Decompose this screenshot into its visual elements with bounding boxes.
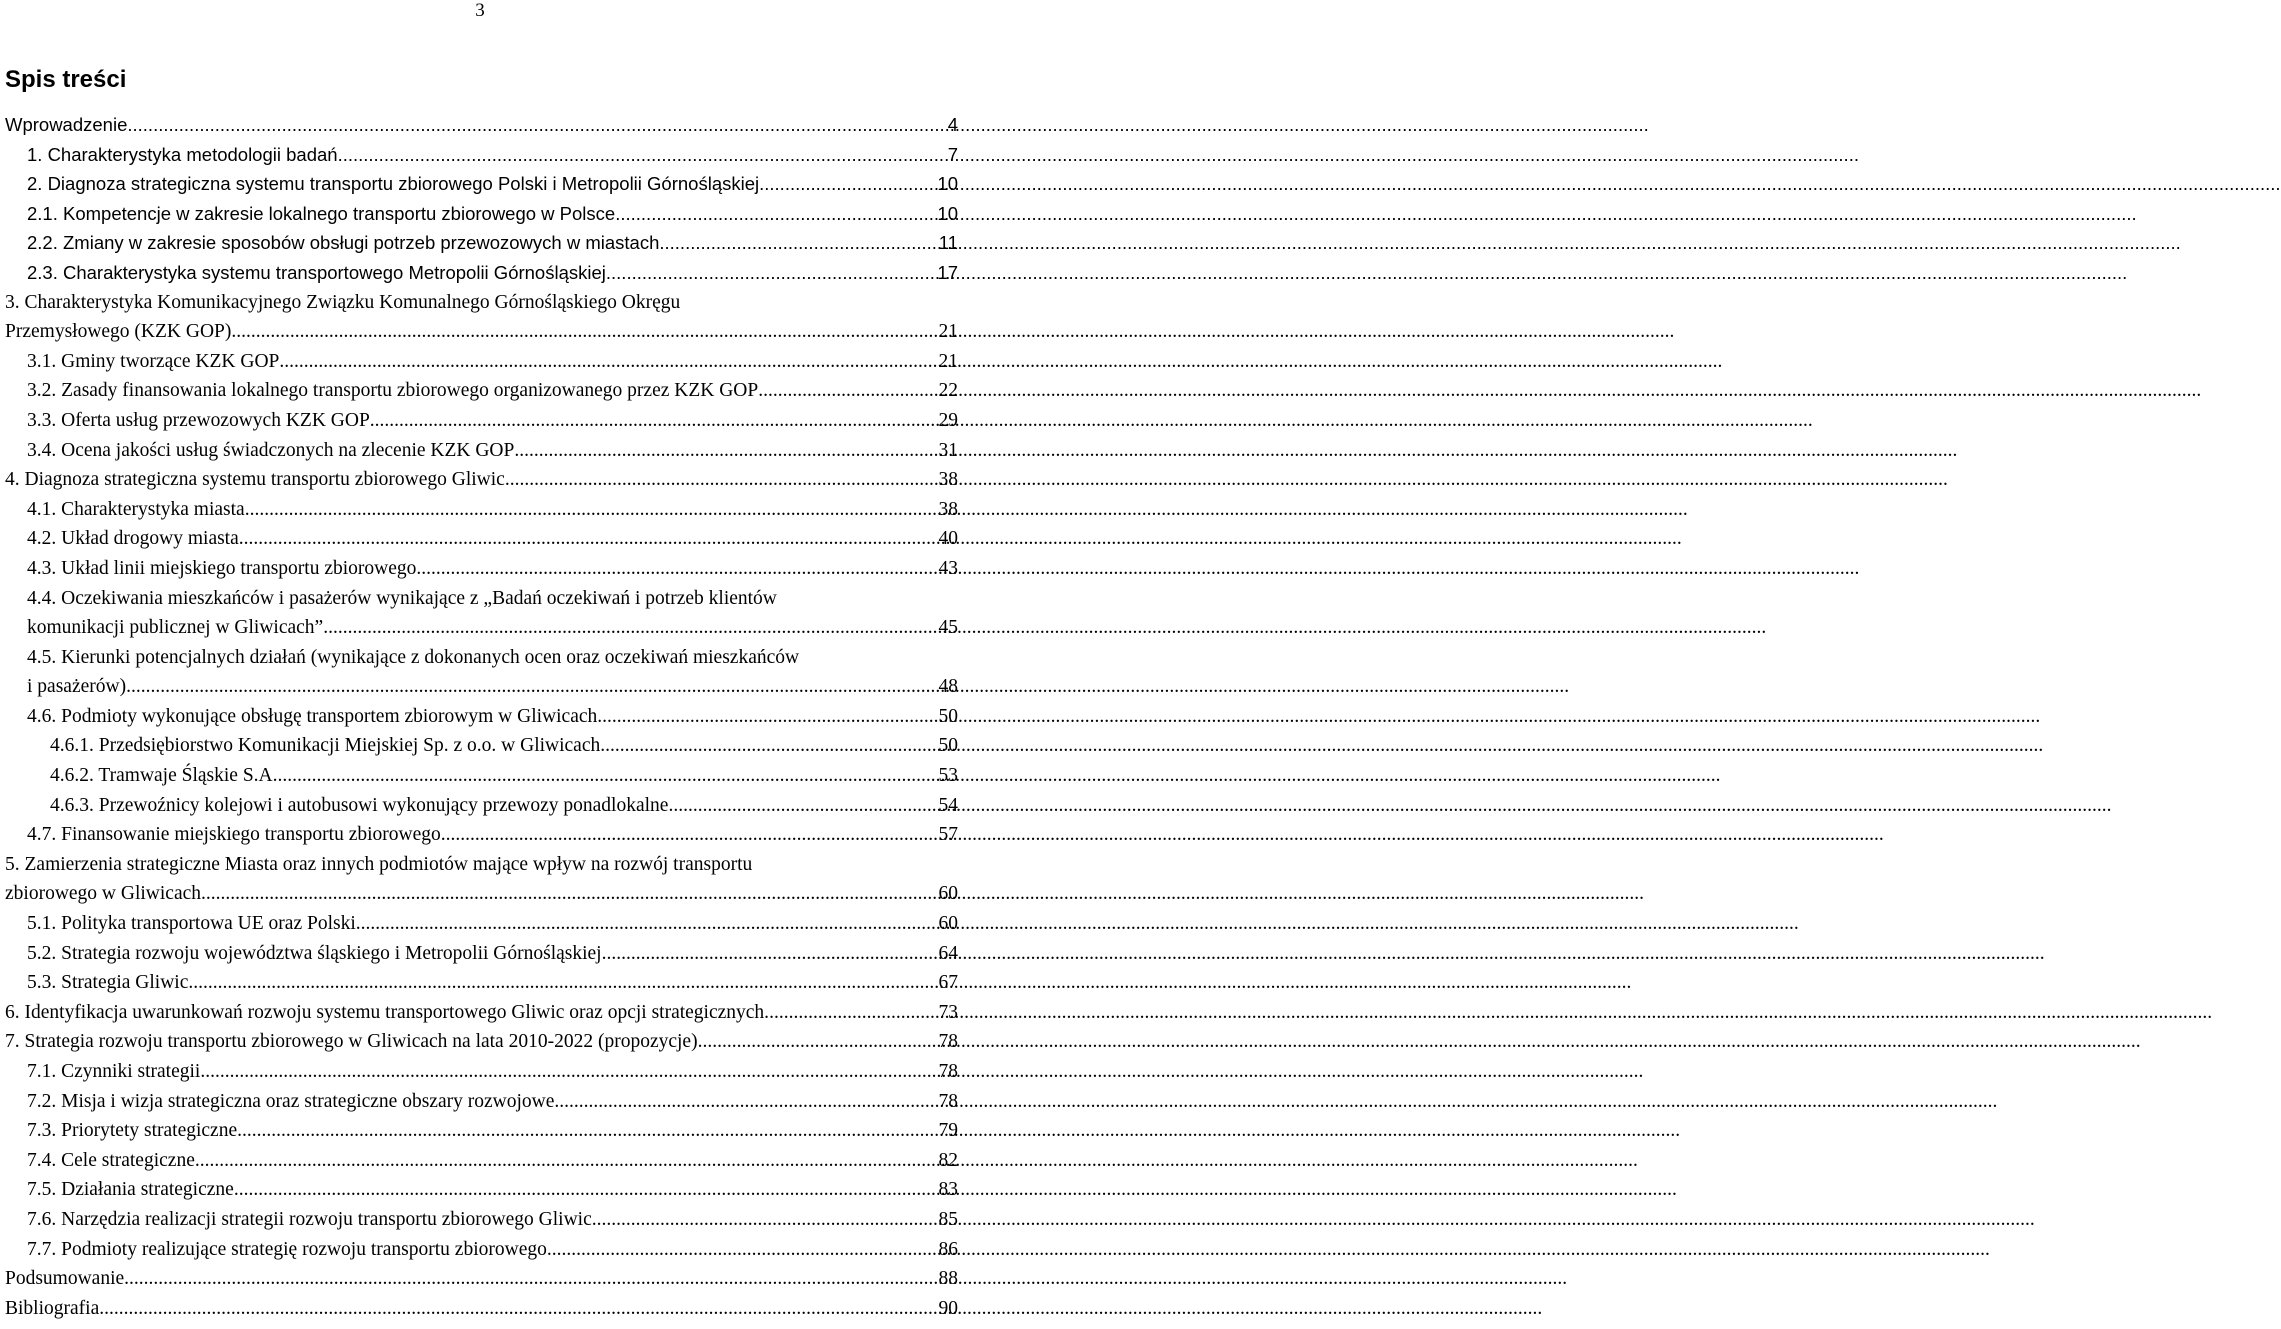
toc-entry[interactable] [5,1116,958,1146]
toc-entry-page: 82 [938,1149,958,1171]
toc-entry[interactable] [5,258,958,288]
toc-entry-row [5,1146,958,1176]
toc-entry-page: 43 [938,557,958,579]
toc-entry-page: 54 [938,794,958,816]
toc-entry-title: 4.7. Finansowanie miejskiego transportu zbiorowego [27,824,441,846]
toc-entry-row [5,228,958,258]
toc-entry[interactable] [5,1175,958,1205]
page-number: 3 [475,0,485,21]
toc-dot-leader [126,672,936,702]
toc-entry-title-line1: 4.5. Kierunki potencjalnych działań (wynikające z dokonanych ocen oraz oczekiwań mieszkańców [27,646,800,668]
toc-entry-title: 7.5. Działania strategiczne [27,1179,234,1201]
toc-dot-leader [338,140,946,170]
toc-entry[interactable] [5,1235,958,1265]
toc-dot-leader [769,998,936,1028]
toc-entry-row [5,939,958,969]
toc-entry-row [5,1057,958,1087]
toc-entry[interactable] [5,1146,958,1176]
toc-entry-page: 31 [938,439,958,461]
toc-dot-leader [659,228,936,258]
toc-entry[interactable] [5,1294,958,1324]
toc-entry-row [5,761,958,791]
toc-dot-leader [188,968,936,998]
toc-entry-title-line1: 4.4. Oczekiwania mieszkańców i pasażerów wynikające z „Badań oczekiwań i potrzeb klientów [27,587,777,609]
toc-entry-row [5,376,958,406]
toc-entry[interactable] [5,436,958,466]
toc-entry-page: 10 [937,202,958,224]
toc-entry-row [5,1175,958,1205]
toc-dot-leader [370,406,937,436]
toc-entry[interactable] [5,998,958,1028]
toc-entry-page: 85 [938,1208,958,1230]
toc-entry-row [5,879,958,909]
toc-dot-leader [124,1264,936,1294]
toc-entry-title: 2.3. Charakterystyka systemu transportowego Metropolii Górnośląskiej [27,261,606,283]
toc-entry-row [5,169,958,199]
toc-dot-leader [505,465,937,495]
toc-title: Spis treści [5,66,127,93]
toc-entry-page: 60 [938,883,958,905]
toc-entry-page: 38 [938,498,958,520]
toc-entry-row [5,613,958,643]
toc-entry-title-line1: 3. Charakterystyka Komunikacyjnego Związku Komunalnego Górnośląskiego Okręgu [5,291,681,313]
toc-entry-title: Przemysłowego (KZK GOP) [5,321,232,343]
toc-entry[interactable] [5,909,958,939]
toc-entry-page: 4 [947,114,958,135]
toc-entry-title: 1. Charakterystyka metodologii badań [27,143,338,165]
toc-entry[interactable] [5,702,958,732]
toc-entry-title: 5.1. Polityka transportowa UE oraz Polski [27,913,356,935]
toc-entry-row [5,1087,958,1117]
toc-entry[interactable] [5,376,958,406]
toc-entry-title: Bibliografia [5,1297,100,1319]
toc-entry-title: i pasażerów) [27,676,127,698]
toc-entry[interactable] [5,495,958,525]
toc-entry-row [5,998,958,1028]
toc-dot-leader [356,909,937,939]
toc-entry[interactable] [5,820,958,850]
toc-entry-title: 4.6.2. Tramwaje Śląskie S.A. [50,765,278,787]
toc-dot-leader [514,436,936,466]
toc-entry-title: 4.1. Charakterystyka miasta [27,498,245,520]
toc-dot-leader [278,761,937,791]
toc-entry[interactable] [5,1205,958,1235]
toc-entry[interactable] [5,524,958,554]
toc-entry-title: 4.2. Układ drogowy miasta [27,528,239,550]
toc-entry-row [5,140,958,170]
toc-entry-title: 5.3. Strategia Gliwic [27,972,189,994]
toc-entry-row [5,1235,958,1265]
toc-entry[interactable] [5,731,958,761]
toc-entry-row [5,1205,958,1235]
toc-entry[interactable] [5,169,958,199]
toc-entry[interactable] [5,140,958,170]
toc-entry-row [5,731,958,761]
toc-entry[interactable] [5,228,958,258]
toc-dot-leader [602,939,937,969]
toc-entry-title: 4.6. Podmioty wykonujące obsługę transportem zbiorowym w Gliwicach [27,705,598,727]
toc-entry-page: 7 [947,143,958,165]
toc-entry-title: zbiorowego w Gliwicach [5,883,202,905]
toc-entry[interactable] [5,199,958,229]
toc-entry-row [5,554,958,584]
toc-dot-leader [554,1087,936,1117]
toc-entry-title: 4.6.3. Przewoźnicy kolejowi i autobusowi wykonujący przewozy ponadlokalne [50,794,669,816]
toc-entry-row [5,436,958,466]
toc-entry[interactable] [5,850,958,909]
toc-entry-title: 4. Diagnoza strategiczna systemu transportu zbiorowego Gliwic [5,469,505,491]
toc-entry-title: Wprowadzenie [5,114,128,135]
toc-entry-title: 7. Strategia rozwoju transportu zbiorowego w Gliwicach na lata 2010-2022 (propozycje) [5,1031,698,1053]
toc-entry-title: 3.4. Ocena jakości usług świadczonych na zlecenie KZK GOP [27,439,515,461]
toc-dot-leader [416,554,936,584]
toc-entry[interactable] [5,288,958,347]
toc-entry-page: 21 [938,321,958,343]
toc-entry-page: 57 [938,824,958,846]
toc-entry-title: 7.2. Misja i wizja strategiczna oraz strategiczne obszary rozwojowe [27,1090,555,1112]
toc-dot-leader [668,791,936,821]
toc-entry-page: 45 [938,617,958,639]
toc-entry-row [5,406,958,436]
toc-entry-page: 50 [938,735,958,757]
toc-entry-title: 2.2. Zmiany w zakresie sposobów obsługi potrzeb przewozowych w miastach [27,232,660,254]
toc-dot-leader [698,1027,937,1057]
toc-dot-leader [759,169,935,199]
toc-entry-title: Podsumowanie [5,1268,125,1290]
toc-entry[interactable] [5,791,958,821]
toc-entry[interactable] [5,761,958,791]
toc-dot-leader [201,879,936,909]
toc-entry-page: 17 [937,261,958,283]
toc-dot-leader [231,317,936,347]
toc-entry-page: 38 [938,469,958,491]
toc-entry-row [5,1116,958,1146]
toc-entry-row [5,968,958,998]
toc-entry-title: 4.3. Układ linii miejskiego transportu zbiorowego [27,557,417,579]
toc-dot-leader [200,1057,936,1087]
toc-dot-leader [234,1175,937,1205]
toc-dot-leader [441,820,937,850]
toc-entry-row [5,791,958,821]
toc-entry-title: 3.3. Oferta usług przewozowych KZK GOP [27,409,370,431]
toc-entry-page: 79 [938,1120,958,1142]
toc-entry-row [5,258,958,288]
toc-entry[interactable] [5,643,958,702]
toc-entry[interactable] [5,465,958,495]
toc-entry-row [5,1264,958,1294]
toc-entry-page: 48 [938,676,958,698]
toc-entry[interactable] [5,347,958,377]
toc-entry-row [5,347,958,377]
toc-dot-leader [245,495,937,525]
toc-entry-page: 86 [938,1238,958,1260]
toc-dot-leader [323,613,936,643]
toc-dot-leader [592,1205,937,1235]
toc-entry[interactable] [5,1087,958,1117]
toc-entry-row [5,495,958,525]
toc-entry-page: 90 [938,1297,958,1319]
toc-entry-title: 7.1. Czynniki strategii [27,1061,201,1082]
toc-entry[interactable] [5,1264,958,1294]
toc-entry-page: 11 [938,232,958,254]
toc-entry-page: 60 [938,913,958,935]
toc-entry-title: 6. Identyfikacja uwarunkowań rozwoju systemu transportowego Gliwic oraz opcji strategicznych. [5,1001,770,1023]
toc-dot-leader [237,1116,936,1146]
toc-entry-page: 10 [937,173,958,195]
toc-dot-leader [279,347,936,377]
toc-entry-row [5,110,958,140]
toc-entry-row [5,1027,958,1057]
toc-entry[interactable] [5,554,958,584]
toc-entry-page: 40 [938,528,958,550]
toc-entry-page: 53 [938,765,958,787]
toc-entry[interactable] [5,939,958,969]
toc-entry-row [5,317,958,347]
toc-entry-title: 7.6. Narzędzia realizacji strategii rozwoju transportu zbiorowego Gliwic [27,1208,592,1230]
toc-entry-title: 7.7. Podmioty realizujące strategię rozwoju transportu zbiorowego [27,1238,547,1260]
toc-entry-title: 2. Diagnoza strategiczna systemu transportu zbiorowego Polski i Metropolii Górnośląskiej [27,173,760,195]
toc-entry-row [5,465,958,495]
toc-entry-page: 22 [938,380,958,402]
toc-entry-title: 2.1. Kompetencje w zakresie lokalnego transportu zbiorowego w Polsce [27,202,616,224]
toc-entry[interactable] [5,584,958,643]
toc-entry-title: 3.2. Zasady finansowania lokalnego transportu zbiorowego organizowanego przez KZK GOP [27,380,759,402]
toc-entry-page: 64 [938,942,958,964]
toc-entry[interactable] [5,1027,958,1057]
toc-entry-row [5,524,958,554]
toc-dot-leader [195,1146,937,1176]
toc-entry-page: 29 [938,409,958,431]
toc-dot-leader [606,258,936,288]
toc-entry-title: komunikacji publicznej w Gliwicach” [27,617,324,639]
toc-entry-title: 3.1. Gminy tworzące KZK GOP [27,350,280,372]
toc-entry[interactable] [5,406,958,436]
toc-entry-row [5,909,958,939]
toc-entry-page: 78 [938,1031,958,1053]
toc-entry-row [5,702,958,732]
toc-entry-page: 73 [938,1001,958,1023]
toc-entry-title-line1: 5. Zamierzenia strategiczne Miasta oraz innych podmiotów mające wpływ na rozwój transportu [5,853,753,875]
toc-dot-leader [758,376,936,406]
toc-entry-page: 67 [938,972,958,994]
toc-entry-page: 21 [938,350,958,372]
toc-dot-leader [547,1235,937,1265]
toc-dot-leader [597,702,936,732]
toc-entry-row [5,672,958,702]
toc-entry-page: 78 [938,1090,958,1112]
toc-entry-page: 83 [938,1179,958,1201]
toc-entry-title: 7.3. Priorytety strategiczne [27,1120,238,1142]
table-of-contents [5,110,958,1323]
toc-entry-row [5,199,958,229]
toc-entry-page: 88 [938,1268,958,1290]
toc-entry-page: 78 [938,1061,958,1082]
toc-dot-leader [615,199,935,229]
toc-dot-leader [127,110,945,140]
toc-dot-leader [600,731,936,761]
toc-entry-title: 4.6.1. Przedsiębiorstwo Komunikacji Miejskiej Sp. z o.o. w Gliwicach [50,735,601,757]
toc-entry-page: 50 [938,705,958,727]
toc-entry[interactable] [5,110,958,140]
toc-dot-leader [99,1294,936,1324]
toc-entry-title: 7.4. Cele strategiczne [27,1149,195,1171]
toc-entry[interactable] [5,968,958,998]
toc-entry-row [5,1294,958,1324]
toc-entry-row [5,820,958,850]
toc-entry[interactable] [5,1057,958,1087]
toc-entry-title: 5.2. Strategia rozwoju województwa śląskiego i Metropolii Górnośląskiej [27,942,602,964]
toc-dot-leader [239,524,937,554]
